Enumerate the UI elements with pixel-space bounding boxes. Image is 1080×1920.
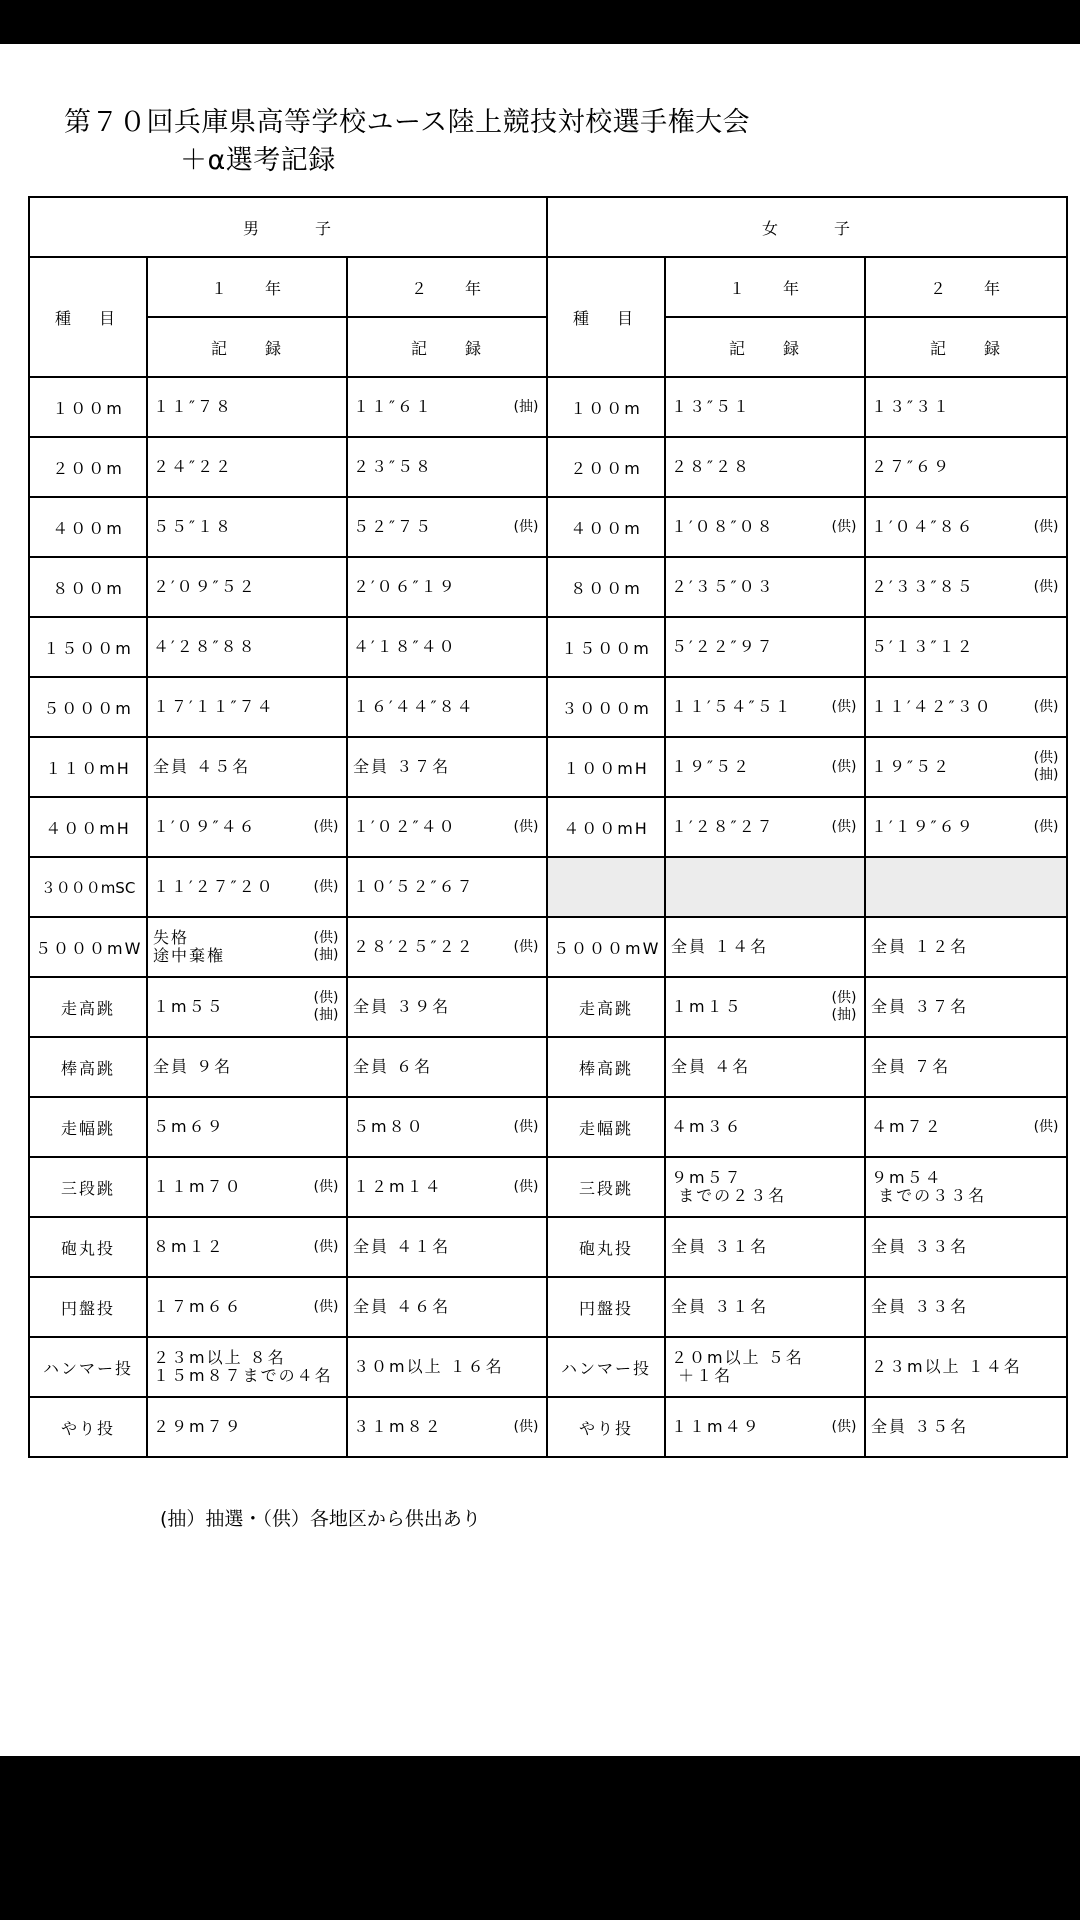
men-grade1-record [147, 677, 347, 737]
women-grade1-record [665, 677, 865, 737]
women-grade2-record [865, 497, 1067, 557]
women-event-cell: ５０００mW [547, 917, 665, 977]
men-grade1-record-header: 記 録 [147, 317, 347, 377]
record-note: (供) [513, 1418, 539, 1435]
women-grade1-record [665, 1157, 865, 1217]
men-grade1-record [147, 737, 347, 797]
record-value: 全員 ７名 [871, 1057, 951, 1076]
women-grade2-record [865, 917, 1067, 977]
record-note: (供) [1033, 818, 1059, 835]
men-grade2-record [347, 1157, 547, 1217]
table-row [29, 497, 1067, 557]
women-event-cell: ２００m [547, 437, 665, 497]
men-grade2-record [347, 977, 547, 1037]
women-grade2-record [865, 1397, 1067, 1457]
women-event-cell: 円盤投 [547, 1277, 665, 1337]
record-note: (供) [831, 518, 857, 535]
men-event-cell: １１０mH [29, 737, 147, 797]
women-grade2-header: ２ 年 [865, 257, 1067, 317]
women-grade2-record [865, 377, 1067, 437]
men-grade2-record [347, 1097, 547, 1157]
record-value: 全員 ４６名 [353, 1297, 451, 1316]
record-note: (供) (抽) [831, 990, 857, 1023]
record-value: １′１９″６９ [871, 817, 975, 836]
women-grade2-record [865, 677, 1067, 737]
women-grade2-record [865, 1097, 1067, 1157]
document-title [64, 104, 750, 180]
record-note: (抽) [513, 398, 539, 415]
men-grade2-record [347, 437, 547, 497]
record-value: １３″５１ [671, 397, 751, 416]
men-grade1-header: １ 年 [147, 257, 347, 317]
men-event-cell: ８００m [29, 557, 147, 617]
table-row [29, 1217, 1067, 1277]
bottom-black-bar [0, 1756, 1080, 1920]
women-grade2-record [865, 437, 1067, 497]
women-grade1-record [665, 437, 865, 497]
record-value: ３１m８２ [353, 1417, 443, 1436]
men-event-cell: ４００mH [29, 797, 147, 857]
table-row [29, 1157, 1067, 1217]
record-value: １９″５２ [671, 757, 751, 776]
record-value: ２′３３″８５ [871, 577, 975, 596]
record-value: ２４″２２ [153, 457, 233, 476]
women-grade1-record [665, 1217, 865, 1277]
record-value: ２８″２８ [671, 457, 751, 476]
record-note: (供) (抽) [1033, 750, 1059, 783]
record-note: (供) [513, 518, 539, 535]
men-event-cell: やり投 [29, 1397, 147, 1457]
men-grade1-record [147, 1397, 347, 1457]
record-value: 全員 １２名 [871, 937, 969, 956]
table-row [29, 737, 1067, 797]
record-value: 全員 ３５名 [871, 1417, 969, 1436]
men-grade1-record [147, 1157, 347, 1217]
men-event-cell: 三段跳 [29, 1157, 147, 1217]
women-grade2-record [865, 1157, 1067, 1217]
men-grade2-record [347, 557, 547, 617]
record-value: １１″７８ [153, 397, 233, 416]
record-value: 全員 ３７名 [871, 997, 969, 1016]
record-value: ５５″１８ [153, 517, 233, 536]
table-row [29, 977, 1067, 1037]
women-grade2-record [865, 1337, 1067, 1397]
men-grade2-record [347, 1217, 547, 1277]
record-value: １′０４″８６ [871, 517, 975, 536]
record-value: 全員 ３１名 [671, 1297, 769, 1316]
men-grade1-record [147, 917, 347, 977]
men-grade2-record [347, 1037, 547, 1097]
women-event-cell: やり投 [547, 1397, 665, 1457]
women-grade1-record [665, 1337, 865, 1397]
record-value: 全員 ３７名 [353, 757, 451, 776]
men-event-cell: 走高跳 [29, 977, 147, 1037]
table-row [29, 857, 1067, 917]
men-grade2-record [347, 917, 547, 977]
women-grade2-record [865, 737, 1067, 797]
women-grade1-record [665, 917, 865, 977]
title-line-1: 第７０回兵庫県高等学校ユース陸上競技対校選手権大会 [64, 107, 751, 138]
record-value: １３″３１ [871, 397, 951, 416]
women-event-header: 種 目 [547, 257, 665, 377]
men-header: 男 子 [29, 197, 547, 257]
table-row [29, 1037, 1067, 1097]
women-grade2-record [865, 977, 1067, 1037]
men-event-cell: 棒高跳 [29, 1037, 147, 1097]
record-note: (供) [1033, 1118, 1059, 1135]
record-value: 全員 ３３名 [871, 1297, 969, 1316]
women-event-cell: 走幅跳 [547, 1097, 665, 1157]
women-grade1-record [665, 557, 865, 617]
records-table [28, 196, 1068, 1458]
women-event-cell [547, 857, 665, 917]
record-value: １m１５ [671, 997, 743, 1016]
men-event-cell: ２００m [29, 437, 147, 497]
table-row [29, 797, 1067, 857]
record-value: ４′１８″４０ [353, 637, 457, 656]
women-event-cell: ハンマー投 [547, 1337, 665, 1397]
men-grade1-record [147, 1277, 347, 1337]
table-row [29, 437, 1067, 497]
record-value: ２３m以上 ８名 １５m８７までの４名 [153, 1348, 333, 1385]
women-header: 女 子 [547, 197, 1067, 257]
record-value: 全員 ３３名 [871, 1237, 969, 1256]
record-value: ２′３５″０３ [671, 577, 775, 596]
men-event-cell: ５０００m [29, 677, 147, 737]
record-value: 全員 ９名 [153, 1057, 233, 1076]
women-grade1-record [665, 617, 865, 677]
women-event-cell: ４００mH [547, 797, 665, 857]
record-note: (供) [313, 1298, 339, 1315]
record-value: 全員 ４１名 [353, 1237, 451, 1256]
women-grade2-record [865, 1277, 1067, 1337]
men-event-cell: 円盤投 [29, 1277, 147, 1337]
table-row [29, 557, 1067, 617]
men-grade1-record [147, 1217, 347, 1277]
men-event-cell: ４００m [29, 497, 147, 557]
men-grade2-record [347, 1337, 547, 1397]
record-value: １１′４２″３０ [871, 697, 993, 716]
title-line-2: ＋α選考記録 [180, 145, 336, 176]
record-value: １′０９″４６ [153, 817, 257, 836]
table-row [29, 377, 1067, 437]
record-note: (供) [513, 1178, 539, 1195]
record-value: １９″５２ [871, 757, 951, 776]
women-grade1-record [665, 1397, 865, 1457]
record-note: (供) [831, 1418, 857, 1435]
footnote: (抽）抽選・（供）各地区から供出あり [160, 1508, 481, 1530]
record-value: １１′５４″５１ [671, 697, 793, 716]
women-grade1-record-header: 記 録 [665, 317, 865, 377]
record-value: ５m８０ [353, 1117, 425, 1136]
women-grade1-record [665, 797, 865, 857]
record-value: ８m１２ [153, 1237, 225, 1256]
women-grade2-record [865, 1217, 1067, 1277]
record-note: (供) [1033, 518, 1059, 535]
men-grade2-record [347, 797, 547, 857]
record-value: ２３m以上 １４名 [871, 1357, 1022, 1376]
men-event-cell: 走幅跳 [29, 1097, 147, 1157]
women-grade1-header: １ 年 [665, 257, 865, 317]
record-value: ２７″６９ [871, 457, 951, 476]
women-event-cell: ８００m [547, 557, 665, 617]
men-grade1-record [147, 1037, 347, 1097]
record-note: (供) [313, 1178, 339, 1195]
women-grade1-record [665, 1097, 865, 1157]
record-value: 全員 １４名 [671, 937, 769, 956]
record-note: (供) [513, 938, 539, 955]
table-row [29, 917, 1067, 977]
table-row [29, 617, 1067, 677]
men-grade2-record [347, 1397, 547, 1457]
record-value: １６′４４″８４ [353, 697, 475, 716]
men-grade2-record [347, 857, 547, 917]
men-event-cell: １００m [29, 377, 147, 437]
record-value: １２m１４ [353, 1177, 443, 1196]
men-grade1-record [147, 617, 347, 677]
women-grade2-record-header: 記 録 [865, 317, 1067, 377]
men-grade2-record [347, 737, 547, 797]
record-value: １０′５２″６７ [353, 877, 475, 896]
men-event-cell: １５００m [29, 617, 147, 677]
table-row [29, 1397, 1067, 1457]
record-note: (供) [313, 818, 339, 835]
record-note: (供) (抽) [313, 930, 339, 963]
record-value: ９m５４ までの３３名 [871, 1168, 987, 1205]
men-grade1-record [147, 977, 347, 1037]
record-value: ２′０９″５２ [153, 577, 257, 596]
men-grade1-record [147, 1097, 347, 1157]
men-grade1-record [147, 377, 347, 437]
women-grade2-record [865, 1037, 1067, 1097]
women-event-cell: １５００m [547, 617, 665, 677]
women-event-cell: １００mH [547, 737, 665, 797]
record-note: (供) [831, 758, 857, 775]
men-event-cell: ５０００mW [29, 917, 147, 977]
men-event-cell: ハンマー投 [29, 1337, 147, 1397]
record-value: １１′２７″２０ [153, 877, 275, 896]
record-note: (供) [1033, 698, 1059, 715]
record-note: (供) [513, 818, 539, 835]
top-black-bar [0, 0, 1080, 44]
women-grade1-record [665, 1277, 865, 1337]
men-grade2-record [347, 377, 547, 437]
women-event-cell: １００m [547, 377, 665, 437]
record-value: ２８′２５″２２ [353, 937, 475, 956]
men-grade2-header: ２ 年 [347, 257, 547, 317]
men-grade1-record [147, 857, 347, 917]
record-note: (供) [313, 878, 339, 895]
women-grade1-record [665, 977, 865, 1037]
record-value: １′２８″２７ [671, 817, 775, 836]
table-row [29, 677, 1067, 737]
record-value: ２′０６″１９ [353, 577, 457, 596]
men-event-header: 種 目 [29, 257, 147, 377]
records-body [29, 377, 1067, 1457]
record-value: ５２″７５ [353, 517, 433, 536]
record-value: １１m７０ [153, 1177, 243, 1196]
record-value: ５′１３″１２ [871, 637, 975, 656]
record-value: １′０８″０８ [671, 517, 775, 536]
men-grade1-record [147, 437, 347, 497]
record-value: １′０２″４０ [353, 817, 457, 836]
record-value: １１″６１ [353, 397, 433, 416]
women-grade1-record [665, 377, 865, 437]
record-value: １７m６６ [153, 1297, 243, 1316]
women-grade1-record [665, 857, 865, 917]
record-value: ９m５７ までの２３名 [671, 1168, 787, 1205]
record-note: (供) [831, 698, 857, 715]
gender-header-row [29, 197, 1067, 257]
table-row [29, 1277, 1067, 1337]
record-note: (供) [1033, 578, 1059, 595]
record-note: (供) [513, 1118, 539, 1135]
men-grade2-record [347, 497, 547, 557]
men-grade1-record [147, 797, 347, 857]
record-value: 失格 途中棄権 [153, 928, 226, 965]
record-note: (供) (抽) [313, 990, 339, 1023]
men-event-cell: 砲丸投 [29, 1217, 147, 1277]
women-grade2-record [865, 557, 1067, 617]
record-value: ２９m７９ [153, 1417, 243, 1436]
women-grade1-record [665, 497, 865, 557]
women-grade2-record [865, 617, 1067, 677]
women-event-cell: ４００m [547, 497, 665, 557]
record-value: 全員 ３９名 [353, 997, 451, 1016]
women-event-cell: 砲丸投 [547, 1217, 665, 1277]
women-grade1-record [665, 1037, 865, 1097]
record-note: (供) [313, 1238, 339, 1255]
record-value: １７′１１″７４ [153, 697, 275, 716]
record-value: ２３″５８ [353, 457, 433, 476]
men-grade1-record [147, 1337, 347, 1397]
women-event-cell: ３０００m [547, 677, 665, 737]
men-grade2-record-header: 記 録 [347, 317, 547, 377]
record-value: ３０m以上 １６名 [353, 1357, 504, 1376]
record-value: ４′２８″８８ [153, 637, 257, 656]
record-value: ５′２２″９７ [671, 637, 775, 656]
table-row [29, 1097, 1067, 1157]
record-value: 全員 ４名 [671, 1057, 751, 1076]
grade-header-row [29, 257, 1067, 317]
men-event-cell: ３０００mSC [29, 857, 147, 917]
women-grade2-record [865, 857, 1067, 917]
men-grade1-record [147, 497, 347, 557]
record-value: 全員 ４５名 [153, 757, 251, 776]
table-row [29, 1337, 1067, 1397]
men-grade1-record [147, 557, 347, 617]
men-grade2-record [347, 677, 547, 737]
record-value: １m５５ [153, 997, 225, 1016]
women-grade1-record [665, 737, 865, 797]
record-value: ４m７２ [871, 1117, 943, 1136]
record-value: １１m４９ [671, 1417, 761, 1436]
record-value: ４m３６ [671, 1117, 743, 1136]
record-value: 全員 ３１名 [671, 1237, 769, 1256]
men-grade2-record [347, 617, 547, 677]
record-value: ５m６９ [153, 1117, 225, 1136]
men-grade2-record [347, 1277, 547, 1337]
record-note: (供) [831, 818, 857, 835]
women-grade2-record [865, 797, 1067, 857]
women-event-cell: 走高跳 [547, 977, 665, 1037]
record-value: 全員 ６名 [353, 1057, 433, 1076]
women-event-cell: 棒高跳 [547, 1037, 665, 1097]
record-value: ２０m以上 ５名 ＋１名 [671, 1348, 804, 1385]
women-event-cell: 三段跳 [547, 1157, 665, 1217]
